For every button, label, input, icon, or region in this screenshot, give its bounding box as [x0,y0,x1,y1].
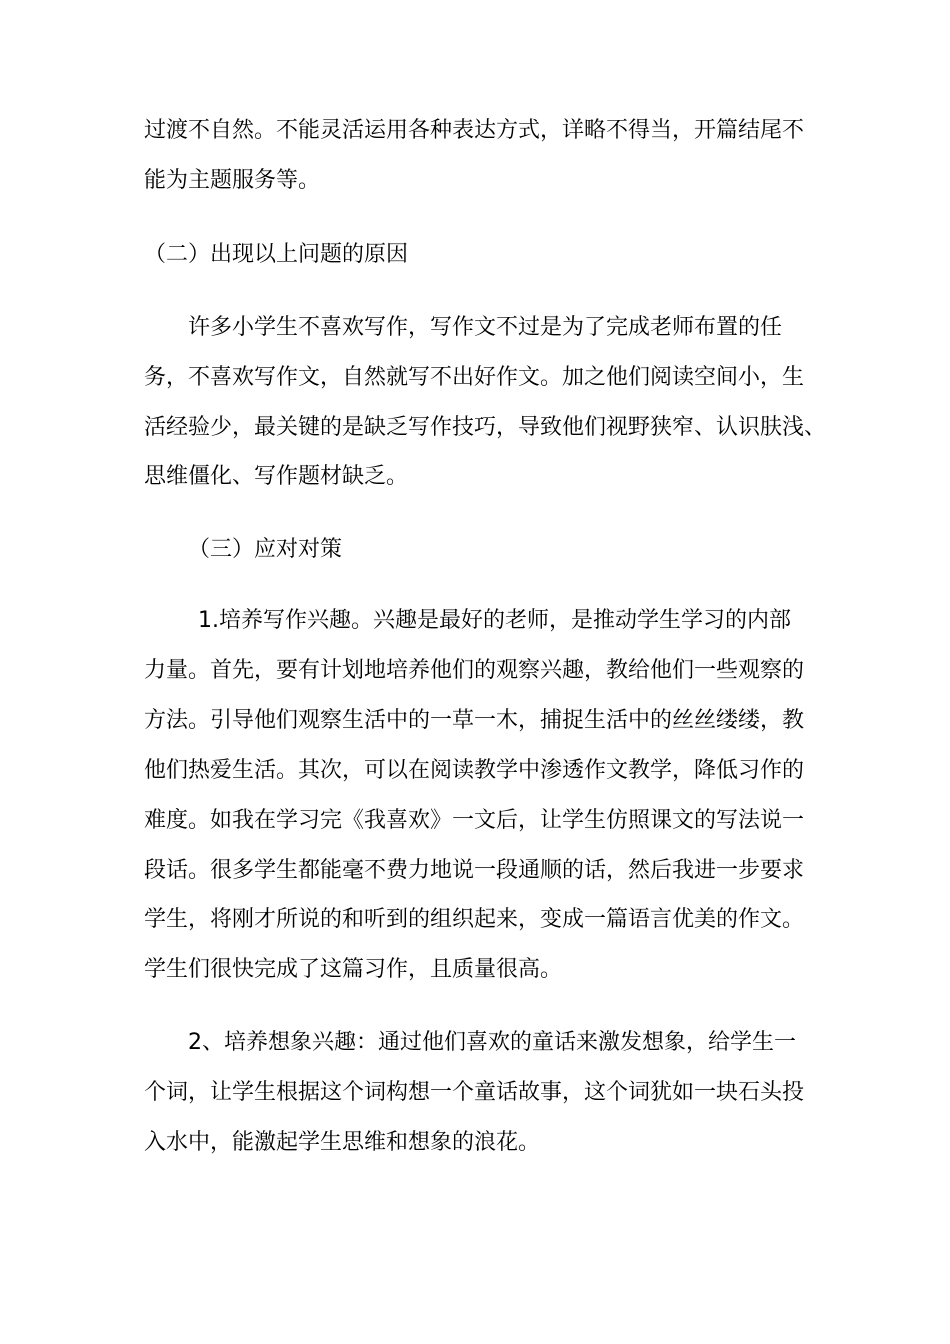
paragraph-line: 段话。很多学生都能毫不费力地说一段通顺的话，然后我进一步要求 [144,858,805,883]
section-heading: （二）出现以上问题的原因 [144,242,409,267]
paragraph-line: 2、培养想象兴趣：通过他们喜欢的童话来激发想象，给学生一 [188,1030,796,1055]
paragraph-line: 个词，让学生根据这个词构想一个童话故事，这个词犹如一块石头投 [144,1080,805,1105]
paragraph-line: 思维僵化、写作题材缺乏。 [144,464,409,489]
paragraph-line: 力量。首先，要有计划地培养他们的观察兴趣，教给他们一些观察的 [144,658,805,683]
section-heading: （三）应对对策 [188,537,343,562]
paragraph-line: 过渡不自然。不能灵活运用各种表达方式，详略不得当，开篇结尾不 [144,118,805,143]
paragraph-line: 1.培养写作兴趣。兴趣是最好的老师，是推动学生学习的内部 [198,608,791,633]
paragraph-line: 入水中，能激起学生思维和想象的浪花。 [144,1130,541,1155]
paragraph-line: 学生，将刚才所说的和听到的组织起来，变成一篇语言优美的作文。 [144,907,805,932]
paragraph-line: 方法。引导他们观察生活中的一草一木，捕捉生活中的丝丝缕缕，教 [144,708,805,733]
paragraph-line: 许多小学生不喜欢写作，写作文不过是为了完成老师布置的任 [188,315,783,340]
paragraph-line: 难度。如我在学习完《我喜欢》一文后，让学生仿照课文的写法说一 [144,808,805,833]
paragraph-line: 能为主题服务等。 [144,168,321,193]
paragraph-line: 他们热爱生活。其次，可以在阅读教学中渗透作文教学，降低习作的 [144,758,805,783]
paragraph-line: 学生们很快完成了这篇习作，且质量很高。 [144,957,563,982]
paragraph-line: 活经验少，最关键的是缺乏写作技巧，导致他们视野狭窄、认识肤浅、 [144,415,827,440]
paragraph-line: 务，不喜欢写作文，自然就写不出好作文。加之他们阅读空间小，生 [144,365,805,390]
